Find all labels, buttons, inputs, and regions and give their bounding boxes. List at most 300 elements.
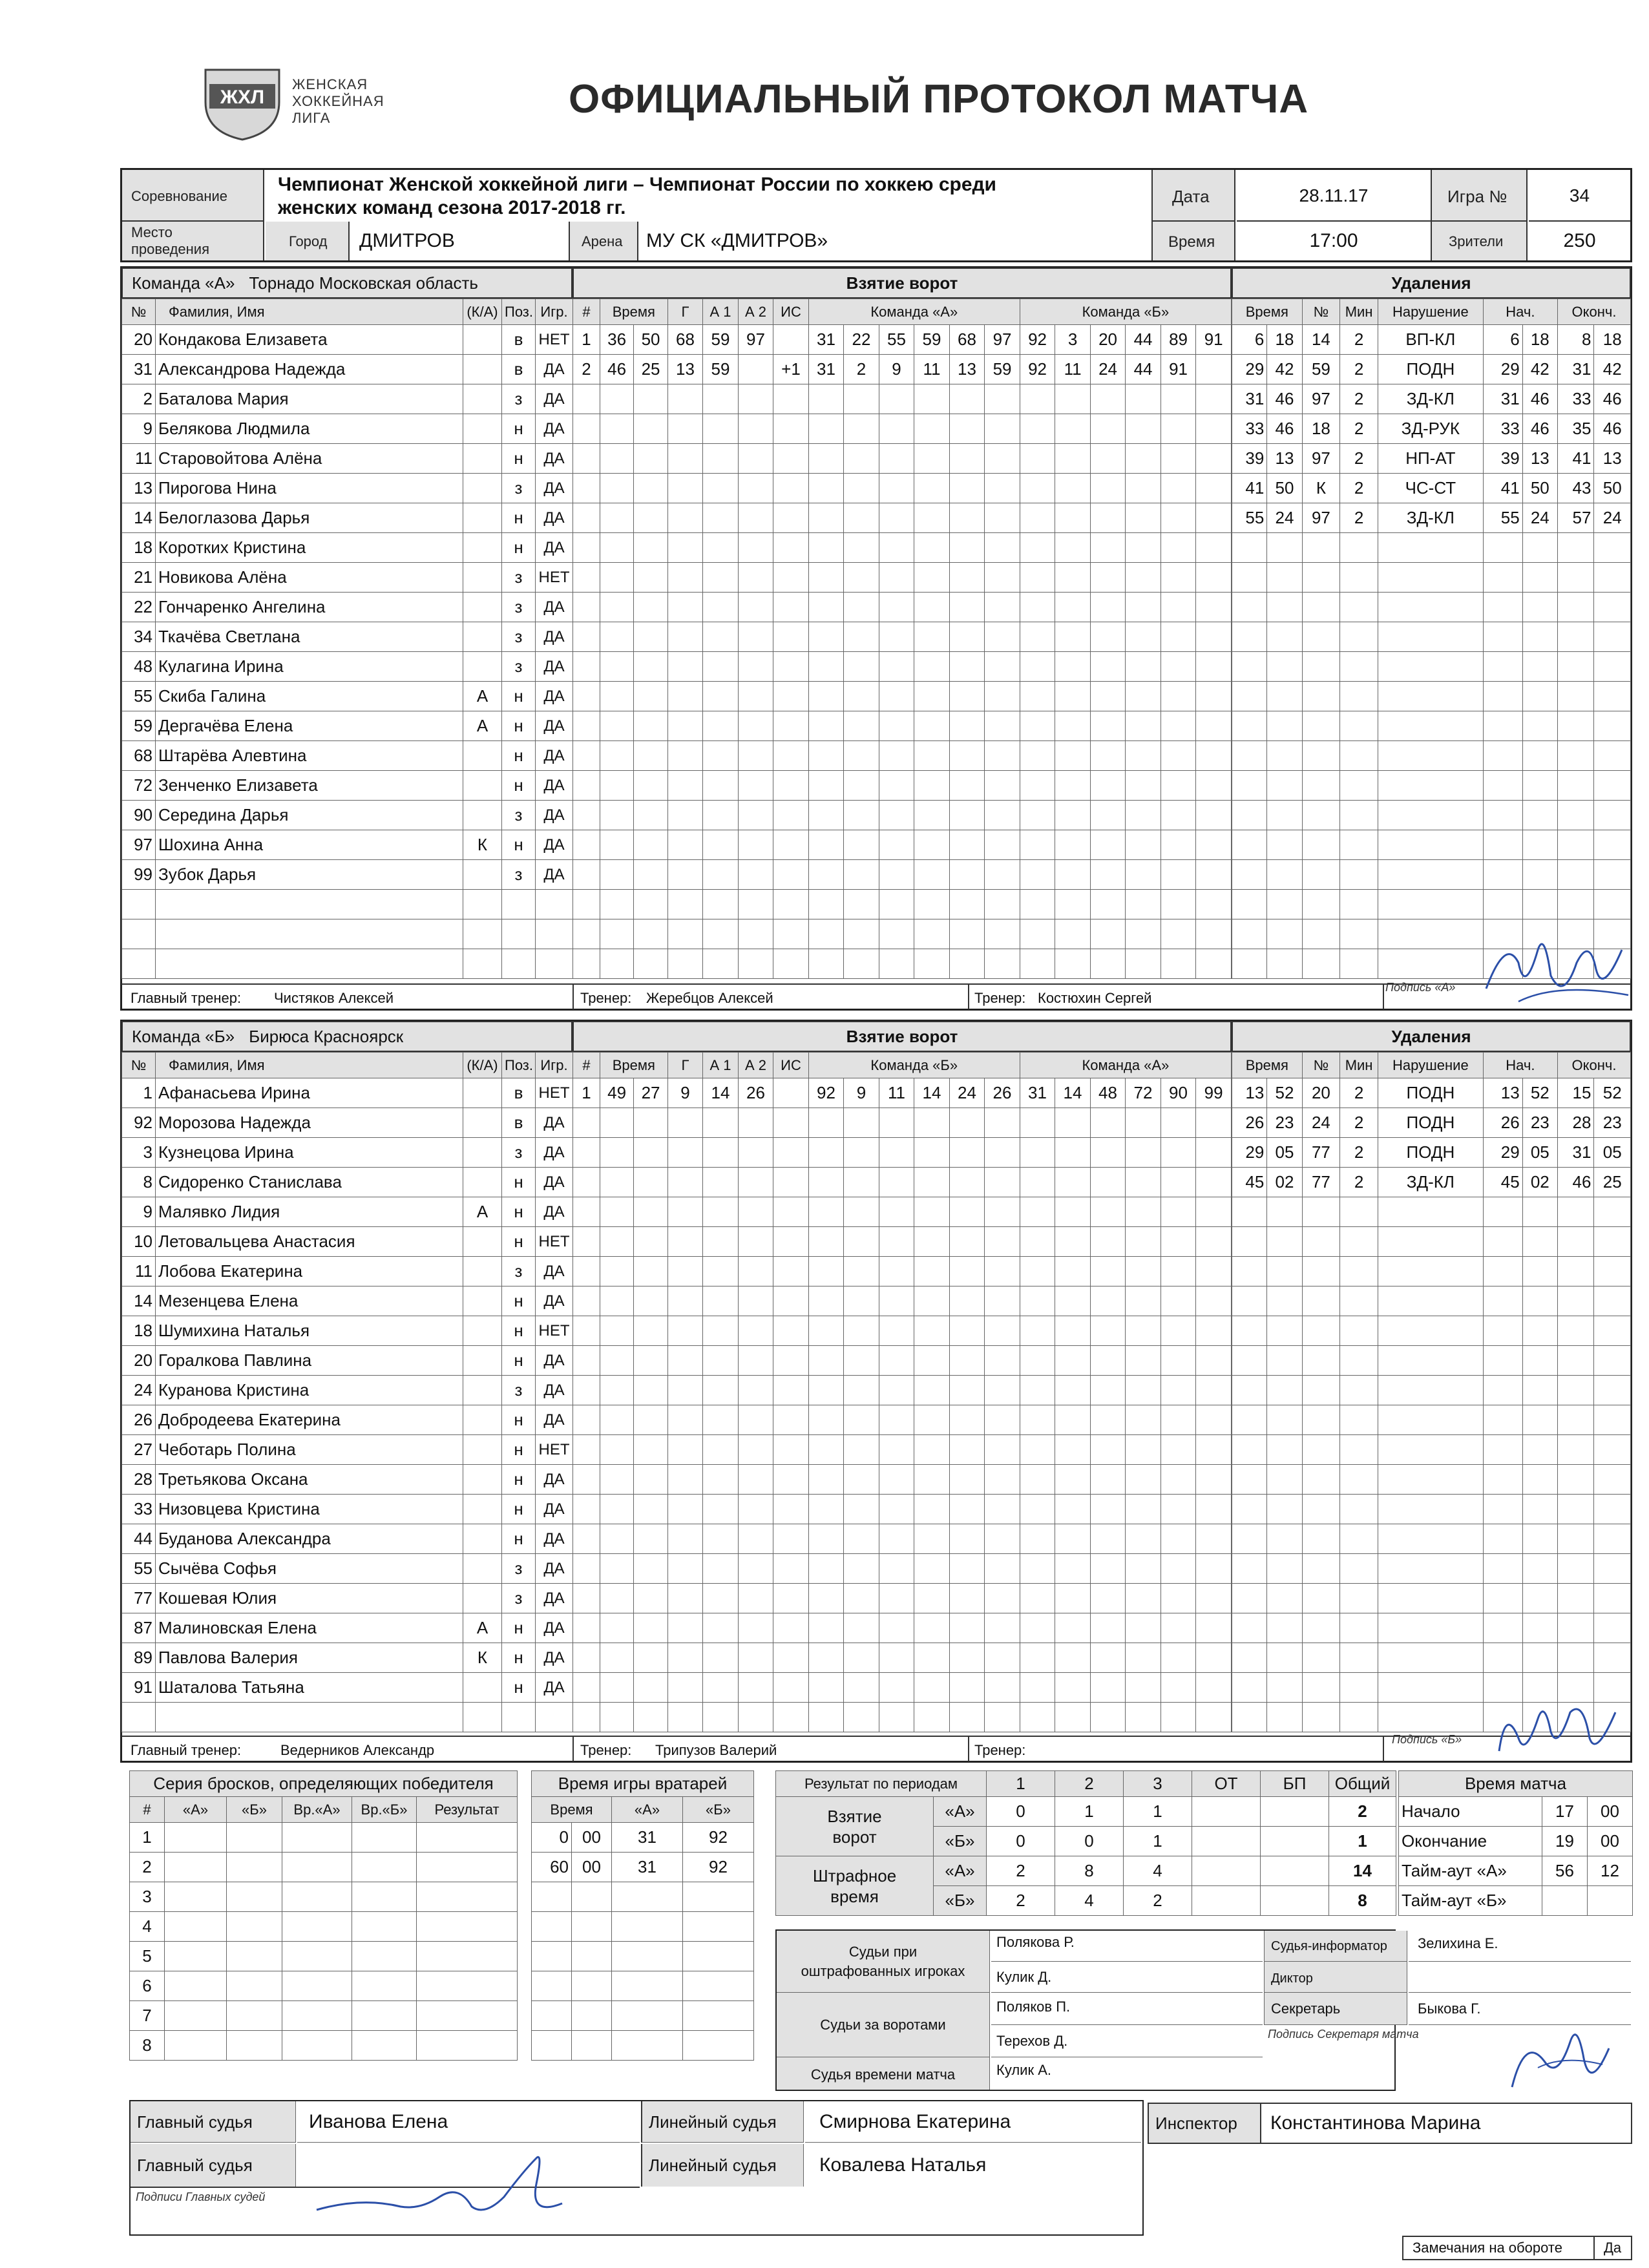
player-number: 27: [122, 1435, 156, 1465]
player-number: 20: [122, 1346, 156, 1376]
on-ice-own-player: [844, 860, 879, 890]
on-ice-opp-player: 91: [1196, 325, 1232, 355]
on-ice-opp-player: [1090, 771, 1126, 801]
goal-time-min: [600, 741, 633, 771]
goal-assist-2: [738, 949, 773, 979]
player-row: [122, 1168, 573, 1197]
on-ice-own-player: [985, 682, 1020, 711]
goal-time-min: [600, 1524, 633, 1554]
goal-strength: [773, 1495, 809, 1524]
on-ice-opp-player: [1126, 1465, 1161, 1495]
on-ice-opp-player: [1090, 1108, 1126, 1138]
on-ice-own-player: [879, 1346, 914, 1376]
on-ice-opp-player: [1161, 860, 1196, 890]
shootout-cell: [282, 1912, 352, 1942]
on-ice-opp-player: [1090, 830, 1126, 860]
penalty-end-sec: [1594, 1435, 1631, 1465]
col-shootout-goalie-b: Вр.«Б»: [352, 1797, 417, 1823]
goalie-b: [683, 2031, 754, 2061]
game-label-cell: [1431, 170, 1528, 222]
penalty-start-min: [1483, 801, 1522, 830]
player-played: НЕТ: [536, 1227, 573, 1257]
venue-label: [131, 224, 209, 258]
penalty-player: [1302, 1286, 1340, 1316]
player-row: [122, 652, 573, 682]
penalty-time-sec: [1267, 949, 1302, 979]
on-ice-opp-player: [1090, 1435, 1126, 1465]
penalty-end-min: [1557, 1197, 1593, 1227]
penalty-start-sec: 24: [1522, 503, 1557, 533]
on-ice-opp-player: [1055, 622, 1091, 652]
penalty-start-sec: [1522, 1524, 1557, 1554]
on-ice-opp-player: [1126, 771, 1161, 801]
goal-assist-2: [738, 801, 773, 830]
on-ice-own-player: [808, 919, 844, 949]
shootout-cell: [227, 1823, 282, 1853]
player-name: Мезенцева Елена: [156, 1286, 463, 1316]
penalty-start-min: [1483, 593, 1522, 622]
goal-scorer: [667, 1138, 703, 1168]
penalty-row: [1232, 1168, 1631, 1197]
penalty-time-sec: [1267, 890, 1302, 919]
on-ice-opp-player: [1055, 503, 1091, 533]
shootout-cell: [227, 2031, 282, 2061]
goals-label: [776, 1797, 934, 1856]
on-ice-own-player: [985, 1435, 1020, 1465]
on-ice-own-player: [914, 474, 950, 503]
on-ice-own-player: 31: [808, 325, 844, 355]
remarks-value: Да: [1604, 2240, 1622, 2256]
player-number: 24: [122, 1376, 156, 1405]
on-ice-opp-player: [1126, 1316, 1161, 1346]
goal-assist-1: [703, 1316, 739, 1346]
on-ice-own-player: [949, 503, 985, 533]
shootout-cell: [282, 1882, 352, 1912]
goal-time-sec: [634, 1108, 667, 1138]
player-captaincy: [463, 1078, 502, 1108]
pim-a-ot: [1192, 1856, 1261, 1886]
player-position: н: [502, 503, 536, 533]
goal-time-sec: [634, 1286, 667, 1316]
goal-assist-1: [703, 1495, 739, 1524]
on-ice-own-player: [914, 1495, 950, 1524]
on-ice-own-player: [914, 1168, 950, 1197]
on-ice-own-player: [914, 1673, 950, 1703]
pim-b-ot: [1192, 1886, 1261, 1916]
goal-number: [573, 474, 600, 503]
player-played: ДА: [536, 801, 573, 830]
on-ice-own-player: [985, 444, 1020, 474]
penalty-start-sec: [1522, 890, 1557, 919]
goalie-a: [612, 1882, 683, 1912]
on-ice-own-player: [879, 444, 914, 474]
on-ice-own-player: [985, 652, 1020, 682]
goal-time-sec: [634, 682, 667, 711]
goal-strength: [773, 474, 809, 503]
penalty-time-min: [1232, 1554, 1267, 1584]
goal-number: [573, 1376, 600, 1405]
on-ice-opp-player: [1161, 1138, 1196, 1168]
goal-row: [573, 1286, 1232, 1316]
player-position: з: [502, 652, 536, 682]
col-assist-2: А 2: [738, 299, 773, 325]
on-ice-opp-player: [1196, 474, 1232, 503]
goal-strength: [773, 1524, 809, 1554]
penalty-player: [1302, 1346, 1340, 1376]
goal-row: [573, 1257, 1232, 1286]
remarks-box: [1402, 2236, 1632, 2260]
player-played: [536, 1703, 573, 1732]
goals-b-so: [1261, 1827, 1329, 1856]
goal-assist-2: [738, 1138, 773, 1168]
penalty-start-sec: 02: [1522, 1168, 1557, 1197]
on-ice-opp-player: [1055, 1197, 1091, 1227]
on-ice-opp-player: [1161, 533, 1196, 563]
on-ice-opp-player: [1161, 711, 1196, 741]
goal-scorer: [667, 1554, 703, 1584]
on-ice-own-player: 9: [879, 355, 914, 384]
on-ice-opp-player: [1196, 1584, 1232, 1613]
goal-time-sec: [634, 830, 667, 860]
penalty-time-min: [1232, 1495, 1267, 1524]
penalty-minutes: [1340, 949, 1378, 979]
goal-number: [573, 741, 600, 771]
goal-scorer: [667, 801, 703, 830]
penalty-violation: [1378, 533, 1483, 563]
on-ice-own-player: [949, 1554, 985, 1584]
player-name: Морозова Надежда: [156, 1108, 463, 1138]
goal-strength: [773, 652, 809, 682]
penalty-box-label-line: оштрафованных игроках: [801, 1963, 965, 1979]
goal-assist-1: [703, 1138, 739, 1168]
on-ice-opp-player: [1020, 1346, 1055, 1376]
player-captaincy: [463, 1108, 502, 1138]
player-captaincy: [463, 414, 502, 444]
penalty-time-sec: [1267, 771, 1302, 801]
on-ice-opp-player: [1055, 1495, 1091, 1524]
penalty-end-min: [1557, 1316, 1593, 1346]
goals-b-p1: 0: [987, 1827, 1055, 1856]
on-ice-own-player: [985, 860, 1020, 890]
penalty-violation: [1378, 563, 1483, 593]
goalie-time-min: [532, 1882, 572, 1912]
penalty-start-sec: [1522, 1227, 1557, 1257]
col-played: Игр.: [536, 1053, 573, 1078]
venue-label-line: проведения: [131, 241, 209, 257]
shootout-cell: [227, 1853, 282, 1882]
player-row: [122, 1703, 573, 1732]
on-ice-opp-player: [1020, 741, 1055, 771]
team-a-header: [121, 268, 572, 299]
on-ice-own-player: [914, 682, 950, 711]
goal-time-sec: [634, 860, 667, 890]
on-ice-own-player: [844, 1346, 879, 1376]
goal-strength: [773, 919, 809, 949]
penalty-time-sec: [1267, 919, 1302, 949]
goalie-time-sec: [572, 1912, 612, 1942]
penalty-start-min: 31: [1483, 384, 1522, 414]
on-ice-opp-player: [1020, 1168, 1055, 1197]
on-ice-opp-player: [1020, 1465, 1055, 1495]
player-name: Кузнецова Ирина: [156, 1138, 463, 1168]
on-ice-opp-player: [1020, 1257, 1055, 1286]
penalty-start-min: 6: [1483, 325, 1522, 355]
on-ice-own-player: [949, 563, 985, 593]
penalty-end-min: [1557, 1257, 1593, 1286]
player-played: ДА: [536, 1168, 573, 1197]
player-name: Добродеева Екатерина: [156, 1405, 463, 1435]
player-number: 10: [122, 1227, 156, 1257]
penalty-end-sec: [1594, 652, 1631, 682]
player-number: 55: [122, 682, 156, 711]
goal-scorer: [667, 682, 703, 711]
team-a-goals-title: Взятие ворот: [572, 268, 1232, 299]
pim-b-p1: 2: [987, 1886, 1055, 1916]
on-ice-own-player: [914, 414, 950, 444]
penalty-violation: [1378, 949, 1483, 979]
on-ice-opp-player: [1020, 622, 1055, 652]
on-ice-own-player: [844, 1435, 879, 1465]
on-ice-opp-player: [1161, 593, 1196, 622]
team-b-label: «Б»: [934, 1886, 987, 1916]
goal-scorer: [667, 444, 703, 474]
penalty-minutes: [1340, 563, 1378, 593]
goal-number: [573, 1703, 600, 1732]
on-ice-own-player: [914, 1703, 950, 1732]
goal-assist-1: [703, 533, 739, 563]
player-number: [122, 919, 156, 949]
player-captaincy: [463, 1524, 502, 1554]
goal-time-sec: [634, 1643, 667, 1673]
goals-a-p3: 1: [1124, 1797, 1192, 1827]
team-a-signature: [1480, 924, 1635, 1021]
end-mm: 00: [1588, 1827, 1633, 1856]
penalty-violation: [1378, 830, 1483, 860]
goal-assist-2: [738, 860, 773, 890]
goal-number: [573, 949, 600, 979]
col-on-ice-opp: Команда «А»: [1020, 1053, 1231, 1078]
player-position: н: [502, 1227, 536, 1257]
penalty-minutes: [1340, 1197, 1378, 1227]
penalty-time-min: [1232, 1524, 1267, 1554]
goal-row: [573, 1078, 1232, 1108]
penalty-minutes: [1340, 919, 1378, 949]
goal-strength: [773, 593, 809, 622]
on-ice-opp-player: [1020, 384, 1055, 414]
penalty-start-sec: 50: [1522, 474, 1557, 503]
goal-scorer: 13: [667, 355, 703, 384]
on-ice-own-player: [949, 949, 985, 979]
goal-strength: [773, 1257, 809, 1286]
goal-number: [573, 830, 600, 860]
goalie-time-sec: [572, 2001, 612, 2031]
penalty-minutes: 2: [1340, 384, 1378, 414]
on-ice-own-player: [808, 1703, 844, 1732]
on-ice-opp-player: 3: [1055, 325, 1091, 355]
goal-assist-2: [738, 1465, 773, 1495]
goal-strength: [773, 1584, 809, 1613]
goal-time-min: [600, 1613, 633, 1643]
on-ice-own-player: [879, 1257, 914, 1286]
goals-b-p2: 0: [1055, 1827, 1124, 1856]
on-ice-own-player: [808, 622, 844, 652]
penalty-end-min: [1557, 1346, 1593, 1376]
player-position: н: [502, 1465, 536, 1495]
goal-strength: [773, 444, 809, 474]
competition-label: Соревнование: [131, 188, 228, 204]
penalty-time-min: 41: [1232, 474, 1267, 503]
on-ice-own-player: [808, 1227, 844, 1257]
penalty-time-sec: [1267, 1643, 1302, 1673]
on-ice-own-player: [844, 652, 879, 682]
on-ice-own-player: [879, 1405, 914, 1435]
goal-scorer: [667, 1108, 703, 1138]
on-ice-opp-player: [1196, 1286, 1232, 1316]
player-name: Малявко Лидия: [156, 1197, 463, 1227]
penalty-minutes: [1340, 771, 1378, 801]
goal-row: [573, 1584, 1232, 1613]
goal-time-min: [600, 1465, 633, 1495]
on-ice-opp-player: [1020, 1673, 1055, 1703]
player-played: ДА: [536, 444, 573, 474]
linesman-2: Ковалева Наталья: [819, 2154, 987, 2176]
player-captaincy: [463, 1376, 502, 1405]
on-ice-own-player: [808, 1613, 844, 1643]
on-ice-opp-player: 14: [1055, 1078, 1091, 1108]
time-label: Время: [1168, 233, 1215, 251]
player-number: 11: [122, 1257, 156, 1286]
on-ice-own-player: [808, 1168, 844, 1197]
goal-row: [573, 1168, 1232, 1197]
penalty-row: [1232, 801, 1631, 830]
on-ice-opp-player: [1196, 1673, 1232, 1703]
penalty-start-min: [1483, 741, 1522, 771]
penalty-minutes: [1340, 1584, 1378, 1613]
on-ice-own-player: [914, 1257, 950, 1286]
goal-scorer: [667, 503, 703, 533]
league-name: [292, 76, 384, 127]
on-ice-own-player: [879, 741, 914, 771]
goalie-a: [612, 1971, 683, 2001]
player-played: ДА: [536, 1524, 573, 1554]
penalty-minutes: [1340, 1465, 1378, 1495]
goalie-time-row: [532, 1853, 754, 1882]
penalty-time-min: [1232, 1257, 1267, 1286]
penalty-player: [1302, 1554, 1340, 1584]
on-ice-own-player: [914, 771, 950, 801]
on-ice-opp-player: [1055, 1376, 1091, 1405]
goal-row: [573, 1435, 1232, 1465]
on-ice-opp-player: [1126, 890, 1161, 919]
penalty-minutes: [1340, 1257, 1378, 1286]
on-ice-own-player: [808, 949, 844, 979]
player-played: ДА: [536, 860, 573, 890]
penalty-time-min: [1232, 622, 1267, 652]
on-ice-opp-player: [1126, 801, 1161, 830]
goal-row: [573, 652, 1232, 682]
on-ice-opp-player: [1055, 1673, 1091, 1703]
goal-row: [573, 563, 1232, 593]
player-row: [122, 801, 573, 830]
penalty-row: [1232, 593, 1631, 622]
goalie-time-row: [532, 1882, 754, 1912]
player-row: [122, 563, 573, 593]
on-ice-own-player: [914, 1524, 950, 1554]
penalty-row: [1232, 563, 1631, 593]
on-ice-own-player: [808, 414, 844, 444]
player-number: 9: [122, 414, 156, 444]
player-captaincy: К: [463, 1643, 502, 1673]
penalty-time-min: [1232, 682, 1267, 711]
player-number: 18: [122, 533, 156, 563]
penalty-player: 97: [1302, 503, 1340, 533]
goal-row: [573, 890, 1232, 919]
on-ice-opp-player: [1161, 503, 1196, 533]
penalty-start-sec: [1522, 830, 1557, 860]
goal-time-min: [600, 474, 633, 503]
goal-time-sec: [634, 414, 667, 444]
on-ice-opp-player: [1161, 1257, 1196, 1286]
on-ice-own-player: [949, 622, 985, 652]
goal-time-sec: [634, 1316, 667, 1346]
on-ice-own-player: [985, 622, 1020, 652]
player-number: 14: [122, 503, 156, 533]
player-row: [122, 474, 573, 503]
on-ice-own-player: [985, 1168, 1020, 1197]
player-number: 97: [122, 830, 156, 860]
on-ice-opp-player: [1196, 741, 1232, 771]
on-ice-opp-player: [1090, 1643, 1126, 1673]
on-ice-own-player: [914, 741, 950, 771]
player-name: [156, 890, 463, 919]
on-ice-own-player: [879, 1138, 914, 1168]
on-ice-own-player: [808, 741, 844, 771]
penalty-start-min: 39: [1483, 444, 1522, 474]
penalty-time-sec: [1267, 652, 1302, 682]
player-number: 26: [122, 1405, 156, 1435]
player-row: [122, 949, 573, 979]
penalty-time-sec: [1267, 1346, 1302, 1376]
shootout-cell: [227, 1882, 282, 1912]
goal-row: [573, 919, 1232, 949]
penalty-row: [1232, 414, 1631, 444]
player-played: ДА: [536, 384, 573, 414]
penalty-end-min: [1557, 682, 1593, 711]
on-ice-own-player: [844, 622, 879, 652]
player-captaincy: [463, 860, 502, 890]
col-pen-num: №: [1302, 299, 1340, 325]
team-b-label: «Б»: [934, 1827, 987, 1856]
goal-assist-2: [738, 771, 773, 801]
goal-strength: [773, 1138, 809, 1168]
player-name: Баталова Мария: [156, 384, 463, 414]
penalty-time-min: [1232, 563, 1267, 593]
player-row: [122, 890, 573, 919]
player-position: [502, 1703, 536, 1732]
penalty-row: [1232, 1286, 1631, 1316]
on-ice-opp-player: [1126, 711, 1161, 741]
col-name: Фамилия, Имя: [156, 299, 463, 325]
goal-assist-2: [738, 1227, 773, 1257]
goal-number: [573, 771, 600, 801]
col-name: Фамилия, Имя: [156, 1053, 463, 1078]
on-ice-own-player: [844, 384, 879, 414]
penalty-player: 97: [1302, 444, 1340, 474]
shootout-row: [130, 1912, 518, 1942]
goal-row: [573, 533, 1232, 563]
on-ice-own-player: [808, 1197, 844, 1227]
penalty-start-min: [1483, 1316, 1522, 1346]
